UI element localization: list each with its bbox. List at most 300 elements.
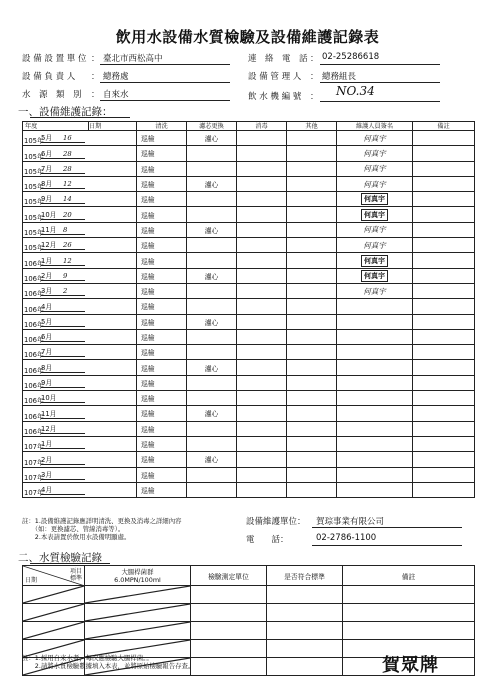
year-text: 106年 [24, 320, 44, 329]
signature-cell [337, 161, 413, 176]
date-group [23, 468, 136, 482]
date-cell [23, 314, 137, 329]
water-date-cell [23, 586, 85, 604]
remark-cell [413, 207, 475, 222]
signature-stamp: 何真宇 [361, 209, 388, 221]
note1-line3: 2.本表請置於飲用水設備明顯處。 [22, 533, 131, 541]
filter-cell: 濾心 [187, 314, 237, 329]
maint-header-cell: 備註 [413, 122, 475, 131]
clean-cell: 巡檢 [137, 314, 187, 329]
phone-underline [320, 64, 440, 65]
date-cell [23, 452, 137, 467]
date-group [23, 177, 136, 191]
table-row [23, 146, 475, 161]
filter-cell: 濾心 [187, 176, 237, 191]
table-row [23, 161, 475, 176]
vendor-phone-value: 02-2786-1100 [316, 533, 377, 543]
date-cell [23, 146, 137, 161]
water-cell [191, 622, 267, 640]
other-cell [287, 222, 337, 237]
day-text [63, 356, 85, 357]
disinfect-cell [237, 146, 287, 161]
remark-cell [413, 161, 475, 176]
table-row [23, 207, 475, 222]
date-group [23, 391, 136, 405]
date-cell [23, 161, 137, 176]
clean-cell: 巡檢 [137, 452, 187, 467]
date-cell [23, 345, 137, 360]
day-text: 9 [63, 272, 85, 281]
signature-cell [337, 146, 413, 161]
disinfect-cell [237, 360, 287, 375]
filter-cell [187, 345, 237, 360]
disinfect-cell [237, 467, 287, 482]
filter-cell [187, 421, 237, 436]
clean-cell: 巡檢 [137, 131, 187, 146]
year-text: 105年 [24, 167, 44, 176]
diagonal-line [85, 622, 190, 639]
year-text: 105年 [24, 152, 44, 161]
date-group [23, 131, 136, 145]
month-text: 11月 [41, 408, 63, 419]
day-text [63, 326, 85, 327]
filter-cell: 濾心 [187, 406, 237, 421]
clean-cell: 巡檢 [137, 176, 187, 191]
signature-cell [337, 421, 413, 436]
other-cell [287, 360, 337, 375]
disinfect-cell [237, 421, 287, 436]
month-text: 9月 [41, 377, 63, 388]
table-row [23, 345, 475, 360]
water-cell [191, 586, 267, 604]
filter-cell [187, 329, 237, 344]
date-group [23, 284, 136, 298]
date-cell [23, 299, 137, 314]
vendor-phone-underline [312, 545, 462, 546]
other-cell [287, 176, 337, 191]
remark-cell [413, 314, 475, 329]
day-text [63, 448, 85, 449]
clean-cell: 巡檢 [137, 345, 187, 360]
signature-text: 何真宇 [363, 240, 386, 250]
other-cell [287, 192, 337, 207]
water-row [23, 604, 475, 622]
table-row [23, 482, 475, 497]
day-text: 28 [63, 165, 85, 174]
disinfect-cell [237, 161, 287, 176]
phone-value: 02-25286618 [322, 52, 380, 62]
maint-header-cell: 維護人員簽名 [337, 122, 413, 131]
day-text [63, 387, 85, 388]
date-cell [23, 329, 137, 344]
date-group [23, 223, 136, 237]
signature-cell [337, 222, 413, 237]
table-row [23, 238, 475, 253]
other-cell [287, 207, 337, 222]
date-group [23, 406, 136, 420]
year-text: 106年 [24, 351, 44, 360]
disinfect-cell [237, 482, 287, 497]
diagonal-line [85, 586, 190, 603]
filter-cell [187, 436, 237, 451]
date-group [23, 330, 136, 344]
disinfect-cell [237, 176, 287, 191]
coliform-label: 大腸桿菌群 [121, 567, 154, 576]
month-text: 3月 [41, 469, 63, 480]
other-cell [287, 406, 337, 421]
table-row [23, 283, 475, 298]
date-group [23, 376, 136, 390]
remark-cell [413, 253, 475, 268]
machine-underline [320, 101, 440, 102]
day-text: 8 [63, 226, 85, 235]
remark-cell [413, 131, 475, 146]
table-row [23, 329, 475, 344]
table-row [23, 131, 475, 146]
day-text [63, 494, 85, 495]
unit-underline [100, 64, 230, 65]
other-cell [287, 253, 337, 268]
table-row [23, 406, 475, 421]
water-cell [343, 622, 475, 640]
other-cell [287, 238, 337, 253]
remark-cell [413, 421, 475, 436]
water-diag-header [23, 566, 85, 586]
year-text: 105年 [24, 229, 44, 238]
vendor-phone-label: 電 話： [246, 535, 289, 545]
filter-cell [187, 192, 237, 207]
table-row [23, 314, 475, 329]
date-cell [23, 253, 137, 268]
water-date-cell [23, 622, 85, 640]
note2-line2: 2.請將水質檢驗數據填入本表，並將原始檢驗報告存查。 [22, 662, 195, 670]
year-text: 106年 [24, 382, 44, 391]
coliform-standard: 6.0MPN/100ml [114, 575, 161, 584]
other-cell [287, 268, 337, 283]
vendor-unit-label: 設備維護單位： [246, 517, 306, 527]
day-text [63, 464, 85, 465]
source-value: 自來水 [103, 90, 129, 100]
signature-cell [337, 207, 413, 222]
year-text: 106年 [24, 259, 44, 268]
disinfect-cell [237, 329, 287, 344]
section2-heading: 二、水質檢驗記錄 [18, 552, 102, 564]
manager-underline [320, 82, 440, 83]
signature-cell [337, 452, 413, 467]
clean-cell: 巡檢 [137, 467, 187, 482]
remark-cell [413, 391, 475, 406]
manager-label: 設 備 管 理 人 [248, 72, 302, 82]
diagonal-stroke [23, 622, 84, 639]
signature-cell [337, 283, 413, 298]
water-cell [267, 586, 343, 604]
clean-cell: 巡檢 [137, 253, 187, 268]
table-row [23, 253, 475, 268]
water-coliform-cell [85, 622, 191, 640]
other-cell [287, 299, 337, 314]
signature-cell [337, 436, 413, 451]
clean-cell: 巡檢 [137, 482, 187, 497]
other-cell [287, 345, 337, 360]
date-cell [23, 482, 137, 497]
table-row [23, 176, 475, 191]
brand-logo: 賀眾牌 [382, 655, 439, 676]
other-cell [287, 283, 337, 298]
filter-cell [187, 161, 237, 176]
day-text [63, 341, 85, 342]
signature-stamp: 何真宇 [361, 255, 388, 267]
diagonal-stroke [85, 604, 190, 621]
day-text: 14 [63, 195, 85, 204]
remark-cell [413, 299, 475, 314]
day-text: 26 [63, 241, 85, 250]
month-text: 6月 [41, 331, 63, 342]
diagonal-stroke [85, 586, 190, 603]
colon-4: ： [310, 72, 319, 82]
table-row [23, 360, 475, 375]
unit-value: 臺北市西松高中 [103, 54, 163, 64]
disinfect-cell [237, 238, 287, 253]
signature-text: 何真宇 [363, 148, 386, 158]
signature-cell [337, 238, 413, 253]
year-text: 106年 [24, 397, 44, 406]
month-text: 1月 [41, 438, 63, 449]
owner-value: 總務處 [103, 72, 129, 82]
year-text: 107年 [24, 443, 44, 452]
date-cell [23, 360, 137, 375]
table-row [23, 375, 475, 390]
signature-stamp: 何真宇 [361, 270, 388, 282]
date-group [23, 315, 136, 329]
date-group [23, 452, 136, 466]
month-text: 2月 [41, 454, 63, 465]
table-row [23, 222, 475, 237]
disinfect-cell [237, 391, 287, 406]
signature-cell [337, 268, 413, 283]
filter-cell [187, 482, 237, 497]
water-coliform-cell [85, 586, 191, 604]
month-text: 2月 [41, 270, 63, 281]
month-text: 8月 [41, 362, 63, 373]
water-cell [191, 658, 267, 676]
maintenance-body [23, 131, 475, 498]
month-text: 5月 [41, 316, 63, 327]
water-row [23, 586, 475, 604]
filter-cell: 濾心 [187, 452, 237, 467]
water-cell [343, 586, 475, 604]
filter-cell [187, 238, 237, 253]
table-row [23, 268, 475, 283]
day-text: 28 [63, 150, 85, 159]
clean-cell: 巡檢 [137, 299, 187, 314]
clean-cell: 巡檢 [137, 222, 187, 237]
signature-cell [337, 299, 413, 314]
other-cell [287, 329, 337, 344]
disinfect-cell [237, 345, 287, 360]
signature-stamp: 何真宇 [361, 193, 388, 205]
month-text: 10月 [41, 209, 63, 220]
date-cell [23, 436, 137, 451]
month-text: 7月 [41, 346, 63, 357]
year-text: 106年 [24, 274, 44, 283]
source-label: 水 源 類 別 [22, 90, 82, 100]
year-text: 106年 [24, 336, 44, 345]
signature-cell [337, 329, 413, 344]
clean-cell: 巡檢 [137, 238, 187, 253]
remark-cell [413, 268, 475, 283]
maint-header-cell: 清洗 [137, 122, 187, 131]
maint-header-cell: 其他 [287, 122, 337, 131]
colon-1: ： [91, 54, 100, 64]
vendor-unit-value: 賀琮事業有限公司 [316, 517, 385, 527]
date-group [23, 299, 136, 313]
month-text: 11月 [41, 224, 63, 235]
month-text: 4月 [41, 301, 63, 312]
day-text [63, 433, 85, 434]
colon-2: ： [310, 54, 319, 64]
remark-cell [413, 406, 475, 421]
day-text: 20 [63, 211, 85, 220]
signature-cell [337, 391, 413, 406]
filter-cell: 濾心 [187, 268, 237, 283]
signature-cell [337, 482, 413, 497]
year-text: 106年 [24, 305, 44, 314]
other-cell [287, 452, 337, 467]
other-cell [287, 161, 337, 176]
signature-text: 何真宇 [363, 164, 386, 174]
remark-cell [413, 345, 475, 360]
day-text: 12 [63, 257, 85, 266]
date-cell [23, 375, 137, 390]
filter-cell: 濾心 [187, 222, 237, 237]
water-cell [267, 622, 343, 640]
machine-label: 飲 水 機 編 號 [248, 92, 302, 102]
clean-cell: 巡檢 [137, 161, 187, 176]
month-text: 5月 [41, 132, 63, 143]
date-group [23, 207, 136, 221]
signature-cell [337, 314, 413, 329]
disinfect-cell [237, 314, 287, 329]
colon-5: ： [91, 90, 100, 100]
section2-underline [30, 563, 110, 564]
remark-cell [413, 238, 475, 253]
table-row [23, 299, 475, 314]
colon-6: ： [310, 92, 319, 102]
signature-text: 何真宇 [363, 179, 386, 189]
date-cell [23, 192, 137, 207]
water-header-item: 項目 [69, 568, 82, 575]
other-cell [287, 421, 337, 436]
water-cell [191, 604, 267, 622]
day-text: 16 [63, 134, 85, 143]
disinfect-cell [237, 436, 287, 451]
day-text: 2 [63, 287, 85, 296]
date-group [23, 146, 136, 160]
date-cell [23, 222, 137, 237]
disinfect-cell [237, 207, 287, 222]
month-text: 10月 [41, 392, 63, 403]
date-cell [23, 283, 137, 298]
clean-cell: 巡檢 [137, 207, 187, 222]
water-cell [267, 658, 343, 676]
other-cell [287, 146, 337, 161]
disinfect-cell [237, 406, 287, 421]
other-cell [287, 375, 337, 390]
remark-cell [413, 176, 475, 191]
water-row [23, 622, 475, 640]
water-header-agency: 檢驗測定單位 [191, 566, 267, 586]
owner-label: 設 備 負 責 人 [22, 72, 76, 82]
table-row [23, 421, 475, 436]
owner-underline [100, 82, 230, 83]
date-group [23, 269, 136, 283]
date-cell [23, 268, 137, 283]
date-group [23, 253, 136, 267]
signature-cell [337, 375, 413, 390]
signature-text: 何真宇 [363, 286, 386, 296]
table-row [23, 391, 475, 406]
signature-cell [337, 360, 413, 375]
disinfect-cell [237, 222, 287, 237]
clean-cell: 巡檢 [137, 192, 187, 207]
colon-3: ： [91, 72, 100, 82]
year-text: 107年 [24, 489, 44, 498]
signature-cell [337, 192, 413, 207]
year-text: 106年 [24, 366, 44, 375]
signature-cell [337, 467, 413, 482]
signature-cell [337, 406, 413, 421]
clean-cell: 巡檢 [137, 375, 187, 390]
source-underline [100, 100, 230, 101]
clean-cell: 巡檢 [137, 436, 187, 451]
date-cell [23, 207, 137, 222]
disinfect-cell [237, 452, 287, 467]
water-header-coliform [85, 566, 191, 586]
disinfect-cell [237, 283, 287, 298]
water-cell [267, 640, 343, 658]
disinfect-cell [237, 268, 287, 283]
year-text: 106年 [24, 427, 44, 436]
table-row [23, 467, 475, 482]
day-text [63, 372, 85, 373]
other-cell [287, 467, 337, 482]
clean-cell: 巡檢 [137, 283, 187, 298]
remark-cell [413, 436, 475, 451]
month-text: 8月 [41, 178, 63, 189]
remark-cell [413, 482, 475, 497]
year-text: 105年 [24, 137, 44, 146]
date-cell [23, 406, 137, 421]
table-row [23, 192, 475, 207]
filter-cell [187, 253, 237, 268]
water-cell [191, 640, 267, 658]
remark-cell [413, 375, 475, 390]
date-group [23, 437, 136, 451]
clean-cell: 巡檢 [137, 329, 187, 344]
water-date-cell [23, 604, 85, 622]
disinfect-cell [237, 131, 287, 146]
filter-cell [187, 299, 237, 314]
note2-line1: 註：1.採用自來水者，每次應檢驗大腸桿菌。。 [22, 654, 153, 662]
water-coliform-cell [85, 604, 191, 622]
signature-cell [337, 253, 413, 268]
year-text: 105年 [24, 244, 44, 253]
filter-cell [187, 146, 237, 161]
month-text: 1月 [41, 255, 63, 266]
year-text: 106年 [24, 290, 44, 299]
filter-cell [187, 375, 237, 390]
other-cell [287, 482, 337, 497]
